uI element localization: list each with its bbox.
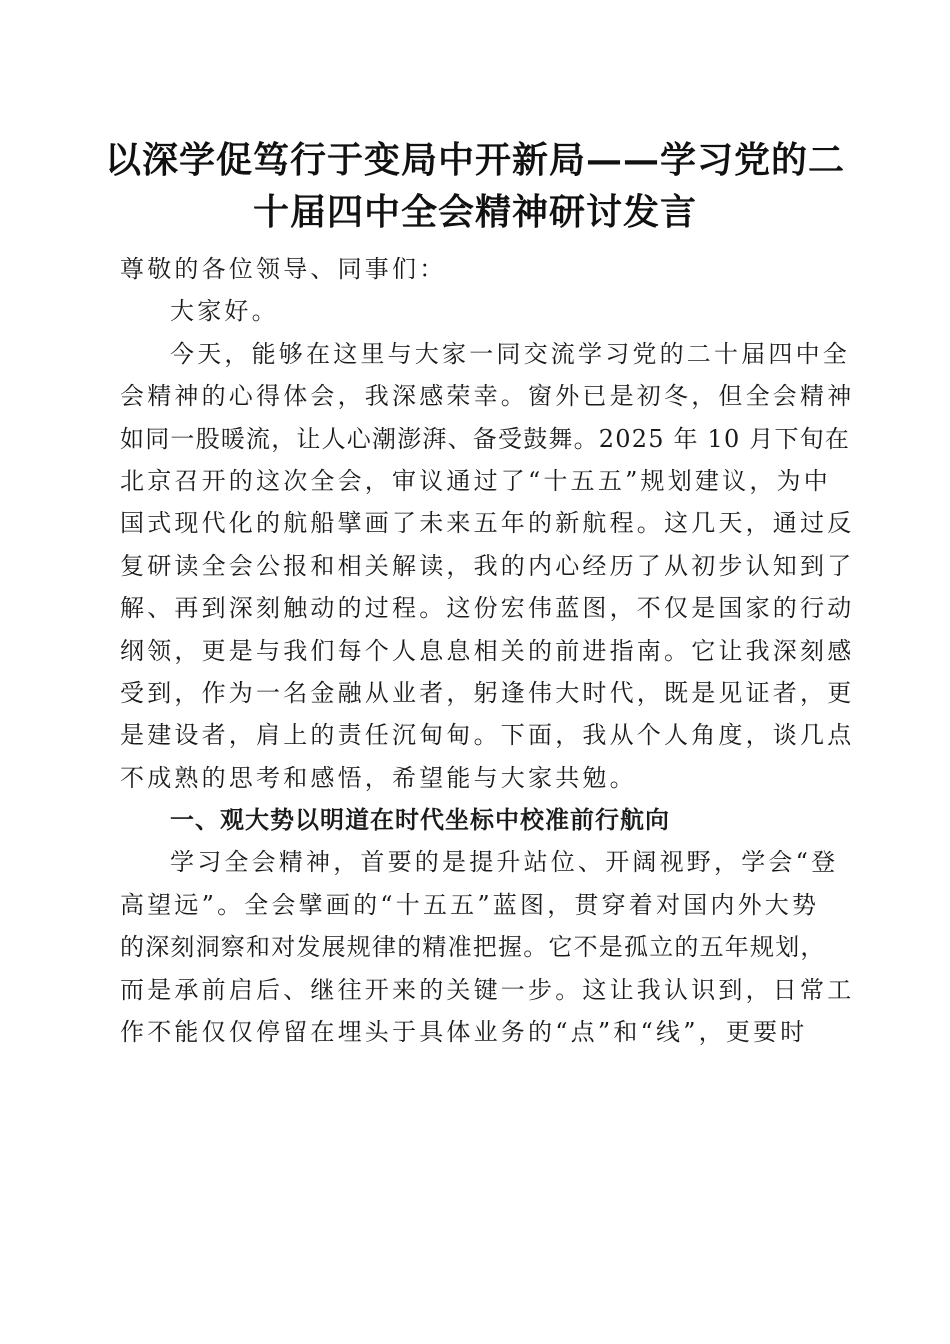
paragraph-line: 复研读全会公报和相关解读，我的内心经历了从初步认知到了 [120,551,855,580]
title-line-1: 以深学促笃行于变局中开新局——学习党的二 [104,139,845,181]
salutation: 尊敬的各位领导、同事们： [120,255,447,283]
paragraph-line: 而是承前启后、继往开来的关键一步。这让我认识到，日常工 [120,975,855,1004]
paragraph-line: 不成熟的思考和感悟，希望能与大家共勉。 [120,763,637,792]
document-body [120,248,855,1053]
document-title [100,134,850,238]
paragraph-line: 是建设者，肩上的责任沉甸甸。下面，我从个人角度，谈几点 [120,721,855,750]
section-heading: 一、观大势以明道在时代坐标中校准前行航向 [170,806,670,835]
title-line-2: 十届四中全会精神研讨发言 [252,191,697,233]
paragraph-line: 今天，能够在这里与大家一同交流学习党的二十届四中全 [170,339,850,368]
paragraph-line: 如同一股暖流，让人心潮澎湃、备受鼓舞。2025 年 10 月下旬在 [120,424,851,453]
paragraph-line: 学习全会精神，首要的是提升站位、开阔视野，学会“登 [170,848,839,877]
paragraph-line: 解、再到深刻触动的过程。这份宏伟蓝图，不仅是国家的行动 [120,594,855,623]
paragraph-line: 北京召开的这次全会，审议通过了“十五五”规划建议，为中 [120,466,831,495]
paragraph-line: 的深刻洞察和对发展规律的精准把握。它不是孤立的五年规划， [120,933,826,962]
paragraph-line: 作不能仅仅停留在埋头于具体业务的“点”和“线”，更要时 [120,1018,808,1047]
greeting: 大家好。 [170,297,279,326]
paragraph-line: 国式现代化的航船擘画了未来五年的新航程。这几天，通过反 [120,509,855,538]
paragraph-line: 高望远”。全会擘画的“十五五”蓝图，贯穿着对国内外大势 [120,890,820,919]
paragraph-line: 纲领，更是与我们每个人息息相关的前进指南。它让我深刻感 [120,636,855,665]
paragraph-line: 会精神的心得体会，我深感荣幸。窗外已是初冬，但全会精神 [120,382,855,411]
paragraph-line: 受到，作为一名金融从业者，躬逢伟大时代，既是见证者，更 [120,678,855,707]
